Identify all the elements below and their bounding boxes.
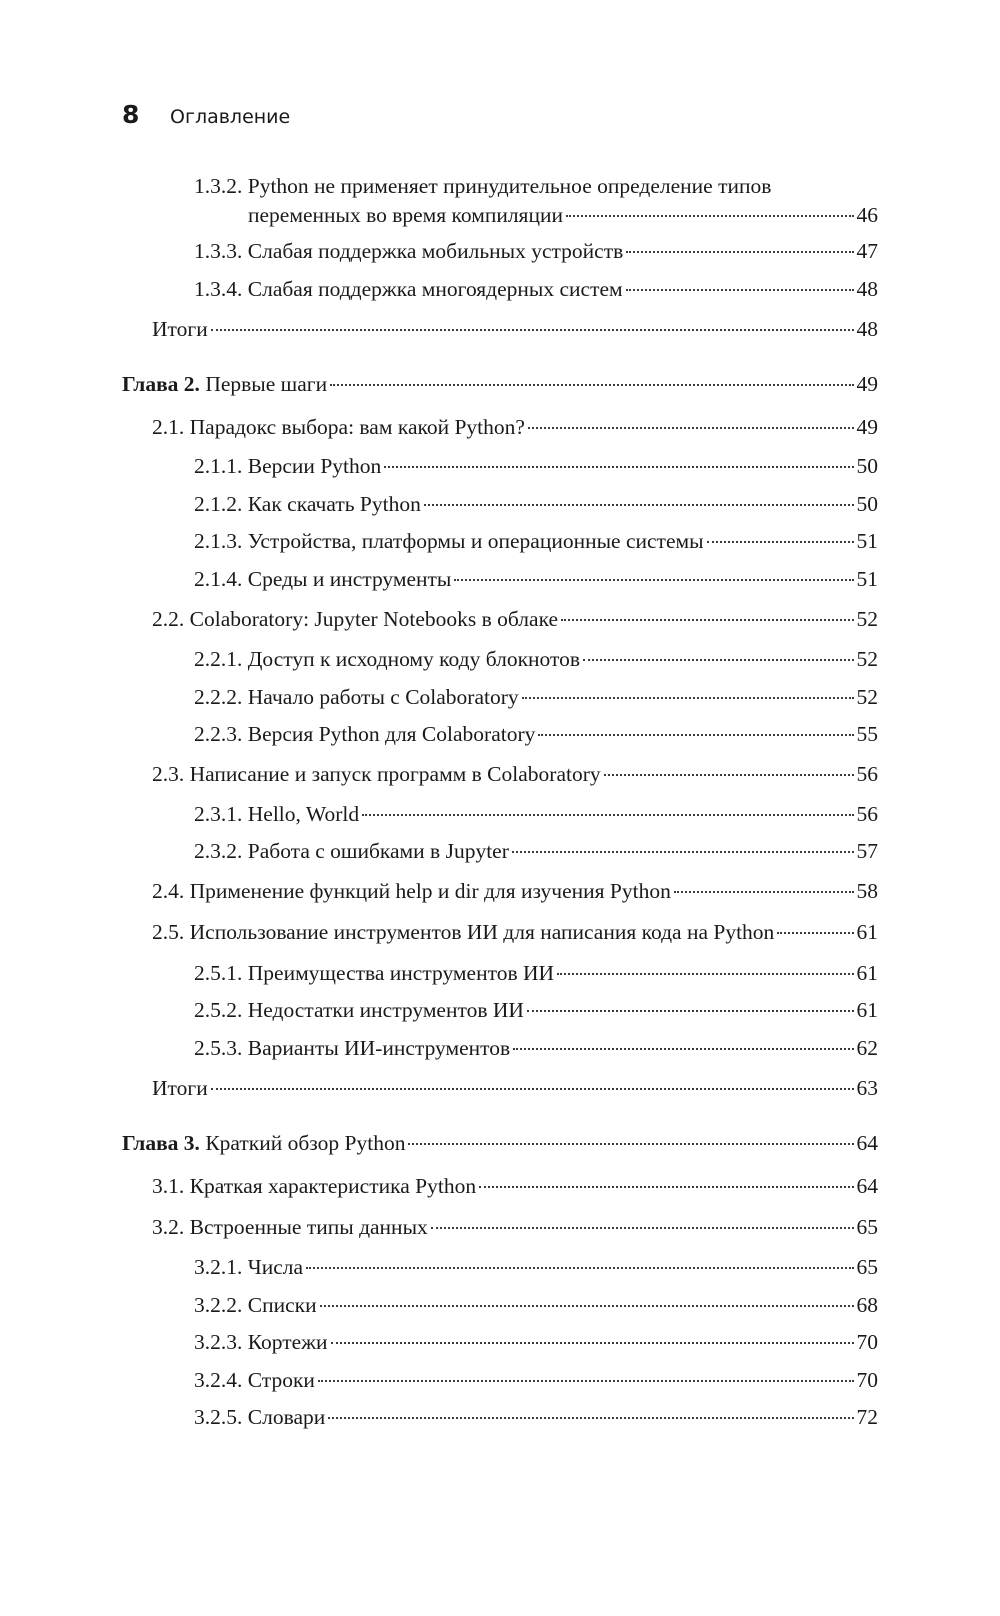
toc-entry-title: Версия Python для Colaboratory <box>247 722 536 746</box>
dot-leader <box>479 1186 853 1188</box>
toc-entry-title: Версии Python <box>247 454 382 478</box>
toc-entry-number: 2.1.3. <box>194 529 248 553</box>
dot-leader <box>707 541 854 543</box>
toc-entry-title: Встроенные типы данных <box>189 1215 428 1239</box>
toc-entry-number: 2.2.1. <box>194 647 248 671</box>
dot-leader <box>306 1267 853 1269</box>
dot-leader <box>674 891 854 893</box>
dot-leader <box>513 1048 853 1050</box>
dot-leader <box>561 619 853 621</box>
toc-entry-title: Слабая поддержка многоядерных систем <box>247 277 623 301</box>
toc-entry-number: 2.3. <box>152 762 190 786</box>
running-head <box>122 100 290 129</box>
toc-entry-number: 2.5.2. <box>194 998 248 1022</box>
toc-entry-number: 3.2.4. <box>194 1368 248 1392</box>
toc-page-number: 61 <box>856 998 878 1022</box>
toc-entry-number: 2.1. <box>152 415 190 439</box>
toc-page-number: 70 <box>856 1330 878 1354</box>
toc-entry-title: Парадокс выбора: вам какой Python? <box>189 415 525 439</box>
toc-page-number: 52 <box>856 647 878 671</box>
toc-entry-number: 3.2.5. <box>194 1405 248 1429</box>
toc-entry-number: 3.2.1. <box>194 1255 248 1279</box>
dot-leader <box>318 1380 854 1382</box>
dot-leader <box>211 329 854 331</box>
dot-leader <box>528 427 854 429</box>
dot-leader <box>512 851 854 853</box>
toc-entry-number: 2.1.1. <box>194 454 248 478</box>
toc-entry-number: 2.2.3. <box>194 722 248 746</box>
toc-page-number: 56 <box>856 762 878 786</box>
toc-entry-number: 1.3.4. <box>194 277 248 301</box>
dot-leader <box>527 1010 854 1012</box>
toc-page-number: 52 <box>856 607 878 631</box>
toc-entry-number: 3.2.2. <box>194 1293 248 1317</box>
toc-entry-number: 1.3.3. <box>194 239 248 263</box>
dot-leader <box>604 774 854 776</box>
toc-entry-title: Начало работы с Colaboratory <box>247 685 519 709</box>
toc-entry-title-cont: переменных во время компиляции <box>248 203 563 227</box>
toc-entry-number: 2.5. <box>152 920 190 944</box>
toc-entry-title: Python не применяет принудительное определение типов <box>247 174 772 198</box>
dot-leader <box>522 697 854 699</box>
toc-entry-title: Списки <box>247 1293 317 1317</box>
dot-leader <box>424 504 854 506</box>
dot-leader <box>583 659 853 661</box>
toc-page-number: 51 <box>856 529 878 553</box>
dot-leader <box>538 734 853 736</box>
chapter-label: Глава 2. <box>122 372 206 396</box>
toc-entry-title: Слабая поддержка мобильных устройств <box>247 239 624 263</box>
dot-leader <box>328 1417 853 1419</box>
toc-entry-title: Итоги <box>152 317 208 341</box>
toc-entry-title: Написание и запуск программ в Colaboratory <box>189 762 601 786</box>
toc-page-number: 57 <box>856 839 878 863</box>
toc-page-number: 63 <box>856 1076 878 1100</box>
toc-page-number: 56 <box>856 802 878 826</box>
chapter-label: Глава 3. <box>122 1131 206 1155</box>
toc-entry-title: Работа с ошибками в Jupyter <box>247 839 509 863</box>
toc-entry-number: 2.3.1. <box>194 802 248 826</box>
dot-leader <box>331 1342 854 1344</box>
toc-page-number: 48 <box>856 277 878 301</box>
page-number: 8 <box>122 100 140 129</box>
toc-entry-number: 3.2. <box>152 1215 190 1239</box>
dot-leader <box>557 973 853 975</box>
toc-entry-number: 2.1.4. <box>194 567 248 591</box>
toc-page-number: 50 <box>856 454 878 478</box>
toc-entry-title: Hello, World <box>247 802 360 826</box>
toc-entry-title: Среды и инструменты <box>247 567 452 591</box>
toc-page-number: 47 <box>856 239 878 263</box>
dot-leader <box>320 1305 854 1307</box>
toc-entry-title: Как скачать Python <box>247 492 421 516</box>
toc-entry-number: 2.3.2. <box>194 839 248 863</box>
toc-entry-title: Первые шаги <box>205 372 328 396</box>
toc-page-number: 46 <box>856 203 878 227</box>
toc-entry-number: 2.5.1. <box>194 961 248 985</box>
toc-entry-title: Итоги <box>152 1076 208 1100</box>
dot-leader <box>626 251 853 253</box>
dot-leader <box>626 289 854 291</box>
toc-page-number: 65 <box>856 1215 878 1239</box>
toc-page-number: 52 <box>856 685 878 709</box>
toc-page-number: 64 <box>856 1131 878 1155</box>
toc-page-number: 61 <box>856 961 878 985</box>
toc-page-number: 55 <box>856 722 878 746</box>
toc-entry-title: Варианты ИИ-инструментов <box>247 1036 511 1060</box>
toc-page-number: 48 <box>856 317 878 341</box>
dot-leader <box>566 215 854 217</box>
toc-entry-number: 2.5.3. <box>194 1036 248 1060</box>
toc-entry-title: Устройства, платформы и операционные системы <box>247 529 704 553</box>
toc-entry-number: 2.2.2. <box>194 685 248 709</box>
toc-entry-title: Colaboratory: Jupyter Notebooks в облаке <box>189 607 559 631</box>
toc-page-number: 50 <box>856 492 878 516</box>
toc-entry-title: Применение функций help и dir для изучения Python <box>189 879 671 903</box>
dot-leader <box>454 579 853 581</box>
dot-leader <box>431 1227 854 1229</box>
toc-entry-number: 3.2.3. <box>194 1330 248 1354</box>
toc-page-number: 49 <box>856 372 878 396</box>
toc-page-number: 62 <box>856 1036 878 1060</box>
toc-page-number: 64 <box>856 1174 878 1198</box>
toc-page-number: 65 <box>856 1255 878 1279</box>
dot-leader <box>211 1088 854 1090</box>
toc-page-number: 61 <box>856 920 878 944</box>
toc-entry-number: 2.4. <box>152 879 190 903</box>
toc-page-number: 70 <box>856 1368 878 1392</box>
toc-entry-title: Недостатки инструментов ИИ <box>247 998 524 1022</box>
running-head-title: Оглавление <box>170 106 291 128</box>
toc-entry-title: Строки <box>247 1368 315 1392</box>
toc-page-number: 58 <box>856 879 878 903</box>
toc-page-number: 72 <box>856 1405 878 1429</box>
toc-entry-number: 2.2. <box>152 607 190 631</box>
toc-entry-number: 1.3.2. <box>194 174 248 198</box>
toc-entry-title: Кортежи <box>247 1330 328 1354</box>
toc-entry-title: Преимущества инструментов ИИ <box>247 961 555 985</box>
toc-page-number: 51 <box>856 567 878 591</box>
dot-leader <box>408 1143 853 1145</box>
toc-entry-number: 2.1.2. <box>194 492 248 516</box>
toc-page-number: 49 <box>856 415 878 439</box>
dot-leader <box>362 814 853 816</box>
toc-page-number: 68 <box>856 1293 878 1317</box>
toc-entry-title: Краткий обзор Python <box>205 1131 406 1155</box>
toc-entry-title: Числа <box>247 1255 304 1279</box>
dot-leader <box>384 466 853 468</box>
dot-leader <box>777 932 853 934</box>
toc-entry-title: Краткая характеристика Python <box>189 1174 477 1198</box>
toc-entry-title: Словари <box>247 1405 326 1429</box>
dot-leader <box>330 384 853 386</box>
toc-entry-title: Использование инструментов ИИ для написания кода на Python <box>189 920 775 944</box>
toc-entry-title: Доступ к исходному коду блокнотов <box>247 647 581 671</box>
toc-entry-number: 3.1. <box>152 1174 190 1198</box>
